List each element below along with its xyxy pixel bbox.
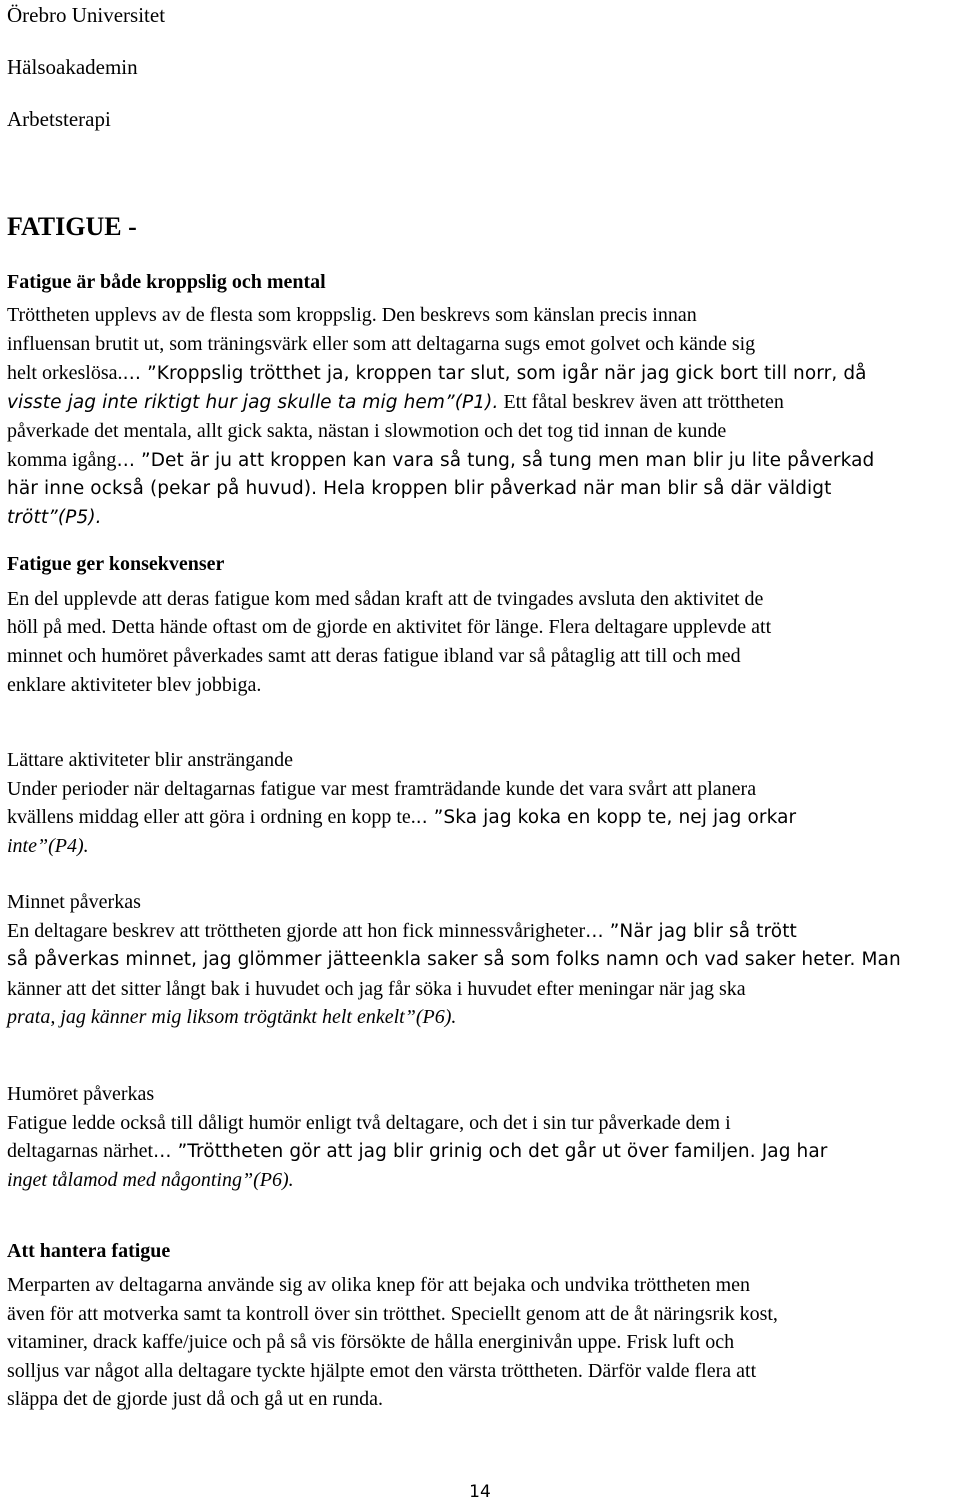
section-heading: Lättare aktiviteter blir ansträngande (7, 749, 293, 771)
program-name: Arbetsterapi (7, 107, 111, 131)
quote-run: … ”Kroppslig trötthet ja, kroppen tar slut, som igår när jag gick bort till norr, då (122, 363, 867, 384)
text-run: Ett fåtal beskrev även att tröttheten (498, 391, 784, 413)
paragraph-line (7, 504, 102, 531)
paragraph-line: minnet och humöret påverkades samt att deras fatigue ibland var så påtaglig att till och med (7, 645, 741, 667)
paragraph-line: Tröttheten upplevs av de flesta som kroppslig. Den beskrevs som känslan precis innan (7, 304, 697, 326)
quote-line: känner att det sitter långt bak i huvudet och jag får söka i huvudet efter meningar när jag ska (7, 978, 746, 1000)
paragraph-line (7, 804, 796, 831)
quote-run: … ”Det är ju att kroppen kan vara så tung, så tung men man blir ju lite påverkad (116, 450, 875, 471)
paragraph-line: höll på med. Detta hände oftast om de gjorde en aktivitet för länge. Flera deltagare upplevde att (7, 616, 772, 638)
page-number: 14 (469, 1482, 491, 1502)
paragraph-line: släppa det de gjorde just då och gå ut en runda. (7, 1388, 383, 1410)
section-heading: Fatigue är både kroppslig och mental (7, 271, 326, 293)
paragraph-line (7, 360, 867, 387)
university-name: Örebro Universitet (7, 3, 166, 27)
quote-run: … ”När jag blir så trött (585, 921, 797, 942)
paragraph-line (7, 1138, 828, 1165)
paragraph-line: vitaminer, drack kaffe/juice och på så vis försökte de hålla energinivån uppe. Frisk luft och (7, 1331, 735, 1353)
paragraph-line: Fatigue ledde också till dåligt humör enligt två deltagare, och det i sin tur påverkade dem i (7, 1112, 731, 1134)
paragraph-line (7, 1167, 294, 1193)
quote-run: inte”(P4). (7, 835, 89, 857)
text-run: kvällens middag eller att göra i ordning en kopp te. (7, 806, 416, 828)
quote-line: här inne också (pekar på huvud). Hela kroppen blir påverkad när man blir så där väldigt (7, 478, 832, 499)
paragraph-line: Merparten av deltagarna använde sig av olika knep för att bejaka och undvika tröttheten men (7, 1274, 751, 1296)
paragraph-line: solljus var något alla deltagare tyckte hjälpte emot den värsta tröttheten. Därför valde flera att (7, 1360, 757, 1382)
section-heading: Humöret påverkas (7, 1083, 155, 1105)
quote-run: trött”(P5). (7, 507, 102, 528)
paragraph-line: Under perioder när deltagarnas fatigue var mest framträdande kunde det vara svårt att planera (7, 778, 757, 800)
section-heading: Minnet påverkas (7, 891, 141, 913)
paragraph-line (7, 447, 874, 474)
paragraph-line (7, 389, 784, 416)
academy-name: Hälsoakademin (7, 55, 138, 79)
text-run: helt orkeslösa. (7, 362, 123, 384)
paragraph-line (7, 918, 797, 945)
paragraph-line: även för att motverka samt ta kontroll över sin trötthet. Speciellt genom att de åt näringsrik kost, (7, 1303, 778, 1325)
quote-run: prata, jag känner mig liksom trögtänkt helt enkelt”(P6). (7, 1006, 457, 1028)
quote-run: … ”Tröttheten gör att jag blir grinig och det går ut över familjen. Jag har (153, 1141, 828, 1162)
quote-line: så påverkas minnet, jag glömmer jätteenkla saker så som folks namn och vad saker heter. Man (7, 949, 901, 970)
paragraph-line: En del upplevde att deras fatigue kom med sådan kraft att de tvingades avsluta den aktivitet de (7, 588, 764, 610)
paragraph-line: påverkade det mentala, allt gick sakta, nästan i slowmotion och det tog tid innan de kunde (7, 420, 727, 442)
quote-run: .. ”Ska jag koka en kopp te, nej jag orkar (415, 807, 797, 828)
section-heading: Att hantera fatigue (7, 1240, 171, 1262)
paragraph-line (7, 833, 89, 859)
section-heading: Fatigue ger konsekvenser (7, 553, 225, 575)
paragraph-line (7, 1004, 456, 1030)
text-run: En deltagare beskrev att tröttheten gjorde att hon fick minnessvårigheter (7, 920, 586, 942)
paragraph-line: influensan brutit ut, som träningsvärk eller som att deltagarna sugs emot golvet och kände sig (7, 333, 756, 355)
text-run: komma igång (7, 449, 117, 471)
text-run: deltagarnas närhet (7, 1140, 154, 1162)
page-title: FATIGUE - (7, 212, 137, 241)
paragraph-line: enklare aktiviteter blev jobbiga. (7, 674, 262, 696)
quote-run: inget tålamod med någonting”(P6). (7, 1169, 294, 1191)
quote-run: visste jag inte riktigt hur jag skulle ta mig hem”(P1). (7, 392, 499, 413)
